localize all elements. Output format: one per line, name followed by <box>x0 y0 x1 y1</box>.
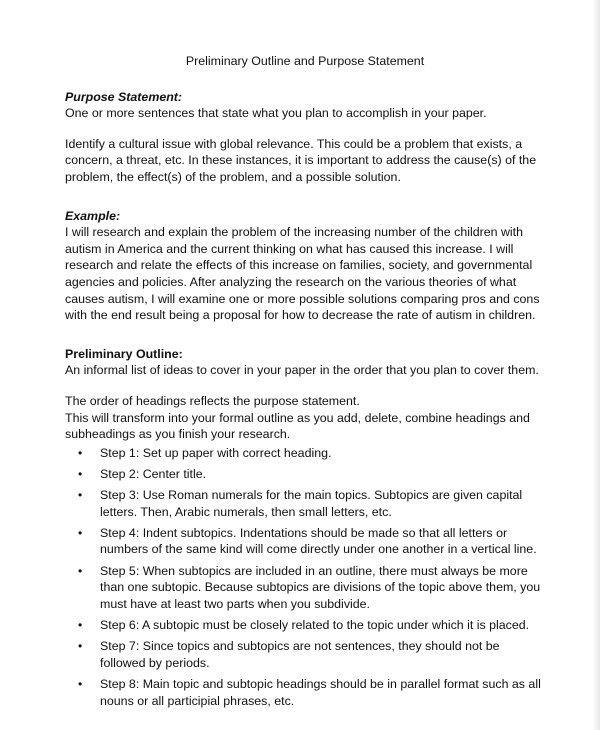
identify-paragraph: Identify a cultural issue with global relevance. This could be a problem that exists, a concern, a threat, etc. In these instances, it is important to address the cause(s) of the problem, the effect(s) of the problem, and a possible solution. <box>65 136 537 184</box>
document-title: Preliminary Outline and Purpose Statement <box>185 54 425 68</box>
list-item <box>65 466 545 483</box>
list-item <box>65 638 545 671</box>
bullet-icon: • <box>78 488 83 503</box>
list-item <box>65 617 545 634</box>
transform-outline-text: This will transform into your formal outline as you add, delete, combine headings and subheadings as you finish your research. <box>65 410 530 442</box>
list-item <box>65 445 545 462</box>
preliminary-outline-heading: Preliminary Outline: <box>65 346 183 361</box>
example-paragraph: I will research and explain the problem of the increasing number of the children with autism in America and the current thinking on what has caused this increase. I will research and relate the effects of this increase on families, society, and governmental agencies and policies. After analyzing the research on the various theories of what causes autism, I will examine one or more possible solutions comparing pros and cons with the end result being a proposal for how to decrease the rate of autism in children. <box>65 225 540 323</box>
step-text: Step 1: Set up paper with correct heading. <box>100 445 332 460</box>
bullet-icon: • <box>78 639 83 654</box>
bullet-icon: • <box>78 525 83 540</box>
list-item <box>65 525 545 558</box>
bullet-icon: • <box>78 676 83 691</box>
step-text: Step 8: Main topic and subtopic headings should be in parallel format such as all nouns or all participial phrases, etc. <box>100 676 541 708</box>
example-heading: Example: <box>65 208 121 223</box>
order-of-headings-text: The order of headings reflects the purpose statement. <box>65 393 360 408</box>
step-text: Step 4: Indent subtopics. Indentations should be made so that all letters or numbers of the same kind will come directly under one another in a vertical line. <box>100 525 537 557</box>
page-edge-shadow <box>592 0 600 730</box>
preliminary-outline-text: An informal list of ideas to cover in your paper in the order that you plan to cover them. <box>65 363 539 378</box>
bullet-icon: • <box>78 563 83 578</box>
bullet-icon: • <box>78 445 83 460</box>
document-page <box>65 53 545 714</box>
step-text: Step 5: When subtopics are included in an outline, there must always be more than one subtopic. Because subtopics are divisions of the topic above them, you must have at least two parts when you subdivide. <box>100 563 541 611</box>
bullet-icon: • <box>78 466 83 481</box>
step-text: Step 2: Center title. <box>100 466 207 481</box>
list-item <box>65 563 545 613</box>
bullet-icon: • <box>78 618 83 632</box>
step-text: Step 6: A subtopic must be closely related to the topic under which it is placed. <box>100 618 530 632</box>
list-item <box>65 676 545 709</box>
step-text: Step 3: Use Roman numerals for the main topics. Subtopics are given capital letters. Then, Arabic numerals, then small letters, etc. <box>100 488 523 519</box>
steps-list <box>65 445 545 709</box>
list-item <box>65 487 545 520</box>
step-text: Step 7: Since topics and subtopics are not sentences, they should not be followed by periods. <box>100 639 500 670</box>
purpose-statement-text: One or more sentences that state what you plan to accomplish in your paper. <box>65 106 487 121</box>
purpose-statement-heading: Purpose Statement: <box>65 89 183 104</box>
